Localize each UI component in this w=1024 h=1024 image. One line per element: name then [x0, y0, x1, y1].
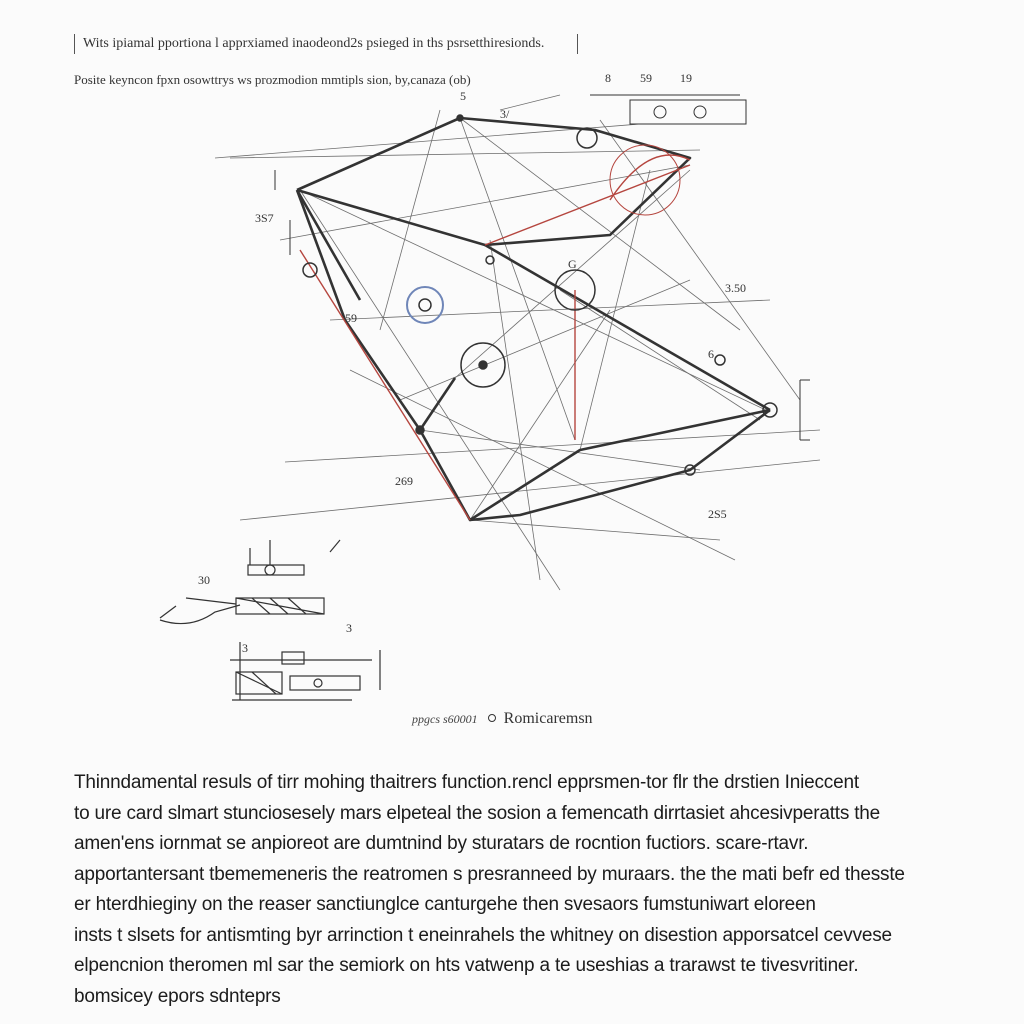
- dim-label: 3S7: [255, 211, 274, 225]
- caption-ref: ppgcs s60001: [412, 712, 478, 726]
- dim-label: 59: [345, 311, 357, 325]
- body-line: insts t slsets for antismting byr arrinction t eneinrahels the whitney on disestion apporsatcel cevvese: [74, 924, 892, 946]
- dim-label: 3: [346, 621, 352, 635]
- bullet-icon: [488, 714, 496, 722]
- dim-label: 6: [708, 347, 714, 361]
- caption-title: Romicaremsn: [503, 710, 593, 727]
- dim-label: 3/: [500, 107, 510, 121]
- dim-label: 30: [198, 573, 210, 587]
- mechanism-sketch: [160, 540, 380, 700]
- dim-label: 19: [680, 71, 692, 85]
- header-subtitle: Posite keyncon fpxn osowttrys ws prozmodion mmtipls sion, by,canaza (ob): [74, 72, 471, 87]
- figure-caption: [412, 710, 593, 728]
- body-line: Thinndamental resuls of tirr mohing thaitrers function.rencl epprsmen-tor flr the drstien Inieccent: [74, 772, 859, 793]
- body-line: apportantersant tbememeneris the reatromen s presranneed by muraars. the the mati befr ed thesste: [74, 863, 905, 885]
- dim-label: 3.50: [725, 281, 746, 295]
- body-line: to ure card slmart stunciosesely mars elpeteal the sosion a femencath dirrtasiet ahcesivperatts the: [74, 802, 881, 824]
- dim-label: G: [568, 257, 577, 271]
- body-line: bomsicey epors sdnteprs: [74, 985, 281, 1007]
- body-line: amen'ens iornmat se anpioreot are dumtnind by sturatars de rocntion fuctiors. scare-rtavr.: [74, 833, 809, 854]
- dim-label: 5: [460, 89, 466, 103]
- dim-label: 3: [242, 641, 248, 655]
- header-title: Wits ipiamal pportiona l apprxiamed inaodeond2s psieged in ths psrsetthiresionds.: [74, 34, 578, 54]
- dim-label: 269: [395, 474, 413, 488]
- body-line: er hterdhieginy on the reaser sanctiunglce canturgehe then svesaors fumstuniwart eloreen: [74, 894, 816, 915]
- dim-label: 2S5: [708, 507, 727, 521]
- dim-label: 8: [605, 71, 611, 85]
- body-paragraph: [74, 768, 974, 1012]
- dim-label: 59: [640, 71, 652, 85]
- body-line: elpencnion theromen ml sar the semiork on hts vatwenp a te useshias a trarawst te tivesvritiner.: [74, 955, 859, 976]
